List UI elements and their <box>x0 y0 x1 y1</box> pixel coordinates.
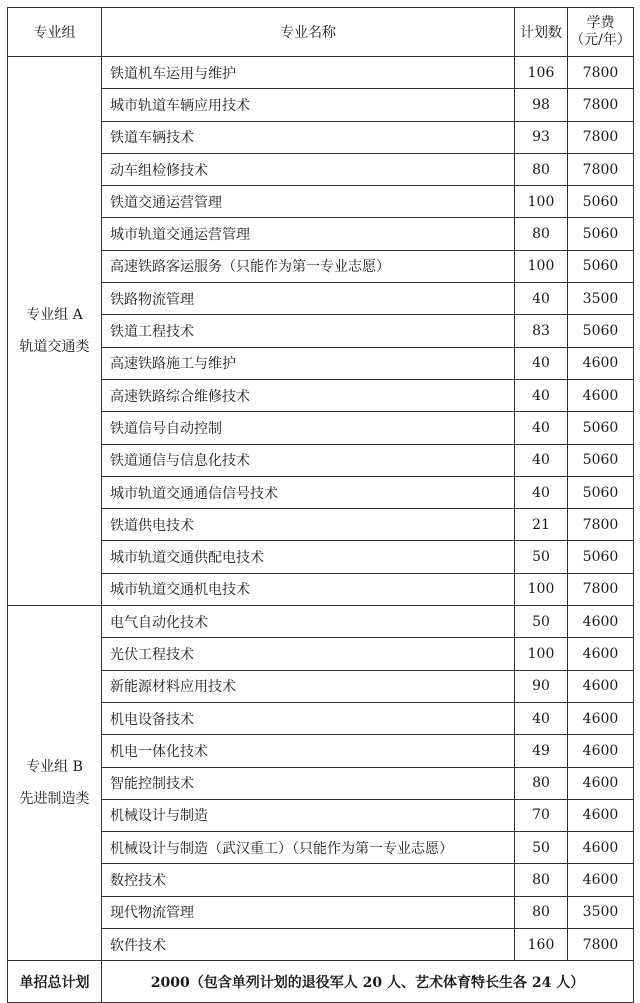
header-group: 专业组 <box>8 8 102 57</box>
plan-count: 40 <box>515 412 568 444</box>
tuition-fee: 4600 <box>568 606 634 638</box>
group-label-line1: 专业组 A <box>26 307 83 324</box>
major-name: 城市轨道车辆应用技术 <box>102 89 515 121</box>
table-row <box>8 929 634 961</box>
tuition-fee: 5060 <box>568 186 634 218</box>
major-name: 现代物流管理 <box>102 896 515 928</box>
table-row <box>8 767 634 799</box>
major-name: 数控技术 <box>102 864 515 896</box>
plan-count: 80 <box>515 896 568 928</box>
major-name: 铁道通信与信息化技术 <box>102 444 515 476</box>
tuition-fee: 5060 <box>568 541 634 573</box>
major-name: 机械设计与制造 <box>102 799 515 831</box>
table-row <box>8 832 634 864</box>
table-row <box>8 864 634 896</box>
table-row <box>8 347 634 379</box>
major-name: 铁道机车运用与维护 <box>102 57 515 89</box>
major-name: 智能控制技术 <box>102 767 515 799</box>
plan-count: 106 <box>515 57 568 89</box>
table-body <box>8 57 634 961</box>
plan-count: 100 <box>515 573 568 605</box>
table-row <box>8 412 634 444</box>
plan-count: 83 <box>515 315 568 347</box>
table-row <box>8 57 634 89</box>
table-row <box>8 702 634 734</box>
plan-count: 50 <box>515 606 568 638</box>
plan-count: 40 <box>515 476 568 508</box>
major-name: 电气自动化技术 <box>102 606 515 638</box>
plan-count: 98 <box>515 89 568 121</box>
plan-count: 90 <box>515 670 568 702</box>
plan-count: 80 <box>515 767 568 799</box>
major-name: 城市轨道交通运营管理 <box>102 218 515 250</box>
tuition-fee: 4600 <box>568 702 634 734</box>
table-row <box>8 670 634 702</box>
major-name: 动车组检修技术 <box>102 153 515 185</box>
group-label-line2: 轨道交通类 <box>19 339 90 356</box>
header-fee-line2: （元/年） <box>570 32 631 48</box>
tuition-fee: 7800 <box>568 121 634 153</box>
tuition-fee: 4600 <box>568 670 634 702</box>
table-row <box>8 153 634 185</box>
major-name: 高速铁路综合维修技术 <box>102 379 515 411</box>
major-name: 城市轨道交通机电技术 <box>102 573 515 605</box>
table-row <box>8 250 634 282</box>
tuition-fee: 7800 <box>568 929 634 961</box>
group-label-line2: 先进制造类 <box>19 791 90 808</box>
tuition-fee: 4600 <box>568 864 634 896</box>
tuition-fee: 5060 <box>568 315 634 347</box>
tuition-fee: 7800 <box>568 153 634 185</box>
plan-count: 40 <box>515 379 568 411</box>
plan-count: 80 <box>515 218 568 250</box>
table-row <box>8 896 634 928</box>
table-row <box>8 541 634 573</box>
table-row <box>8 379 634 411</box>
plan-count: 21 <box>515 509 568 541</box>
tuition-fee: 7800 <box>568 89 634 121</box>
plan-count: 50 <box>515 541 568 573</box>
major-name: 铁道供电技术 <box>102 509 515 541</box>
tuition-fee: 4600 <box>568 735 634 767</box>
plan-count: 80 <box>515 864 568 896</box>
group-label-line1: 专业组 B <box>26 759 83 776</box>
group-label-cell <box>8 606 102 961</box>
major-name: 软件技术 <box>102 929 515 961</box>
tuition-fee: 3500 <box>568 283 634 315</box>
header-fee <box>568 8 634 57</box>
tuition-fee: 3500 <box>568 896 634 928</box>
table-row <box>8 89 634 121</box>
major-name: 机电一体化技术 <box>102 735 515 767</box>
total-value: 2000（包含单列计划的退役军人 20 人、艺术体育特长生各 24 人） <box>102 961 634 1003</box>
tuition-fee: 4600 <box>568 832 634 864</box>
major-name: 高速铁路客运服务（只能作为第一专业志愿） <box>102 250 515 282</box>
plan-count: 100 <box>515 250 568 282</box>
major-name: 铁道工程技术 <box>102 315 515 347</box>
major-name: 新能源材料应用技术 <box>102 670 515 702</box>
major-name: 铁路物流管理 <box>102 283 515 315</box>
major-name: 城市轨道交通供配电技术 <box>102 541 515 573</box>
plan-count: 40 <box>515 283 568 315</box>
table-row <box>8 315 634 347</box>
table-row <box>8 476 634 508</box>
tuition-fee: 4600 <box>568 767 634 799</box>
header-name: 专业名称 <box>102 8 515 57</box>
tuition-fee: 5060 <box>568 476 634 508</box>
table-row <box>8 799 634 831</box>
tuition-fee: 5060 <box>568 250 634 282</box>
enrollment-plan-table <box>7 7 634 1003</box>
plan-count: 40 <box>515 347 568 379</box>
tuition-fee: 5060 <box>568 218 634 250</box>
header-count: 计划数 <box>515 8 568 57</box>
major-name: 高速铁路施工与维护 <box>102 347 515 379</box>
table-row <box>8 444 634 476</box>
plan-count: 50 <box>515 832 568 864</box>
plan-count: 40 <box>515 444 568 476</box>
plan-count: 100 <box>515 186 568 218</box>
table-row <box>8 283 634 315</box>
table-row <box>8 638 634 670</box>
tuition-fee: 5060 <box>568 412 634 444</box>
table-row <box>8 606 634 638</box>
tuition-fee: 4600 <box>568 799 634 831</box>
table-row <box>8 573 634 605</box>
major-name: 机电设备技术 <box>102 702 515 734</box>
plan-count: 80 <box>515 153 568 185</box>
table-row <box>8 186 634 218</box>
plan-count: 100 <box>515 638 568 670</box>
table-row <box>8 509 634 541</box>
header-fee-line1: 学费 <box>586 15 615 31</box>
major-name: 铁道信号自动控制 <box>102 412 515 444</box>
major-name: 机械设计与制造（武汉重工）（只能作为第一专业志愿） <box>102 832 515 864</box>
major-name: 铁道车辆技术 <box>102 121 515 153</box>
tuition-fee: 5060 <box>568 444 634 476</box>
total-row <box>8 961 634 1003</box>
plan-count: 70 <box>515 799 568 831</box>
tuition-fee: 4600 <box>568 638 634 670</box>
plan-count: 40 <box>515 702 568 734</box>
tuition-fee: 7800 <box>568 509 634 541</box>
table-row <box>8 218 634 250</box>
tuition-fee: 4600 <box>568 379 634 411</box>
tuition-fee: 7800 <box>568 573 634 605</box>
plan-count: 49 <box>515 735 568 767</box>
plan-count: 160 <box>515 929 568 961</box>
tuition-fee: 7800 <box>568 57 634 89</box>
major-name: 光伏工程技术 <box>102 638 515 670</box>
table-row <box>8 735 634 767</box>
major-name: 铁道交通运营管理 <box>102 186 515 218</box>
table-row <box>8 121 634 153</box>
plan-count: 93 <box>515 121 568 153</box>
major-name: 城市轨道交通通信信号技术 <box>102 476 515 508</box>
total-label: 单招总计划 <box>8 961 102 1003</box>
group-label-cell <box>8 57 102 606</box>
tuition-fee: 4600 <box>568 347 634 379</box>
table-header-row <box>8 8 634 57</box>
